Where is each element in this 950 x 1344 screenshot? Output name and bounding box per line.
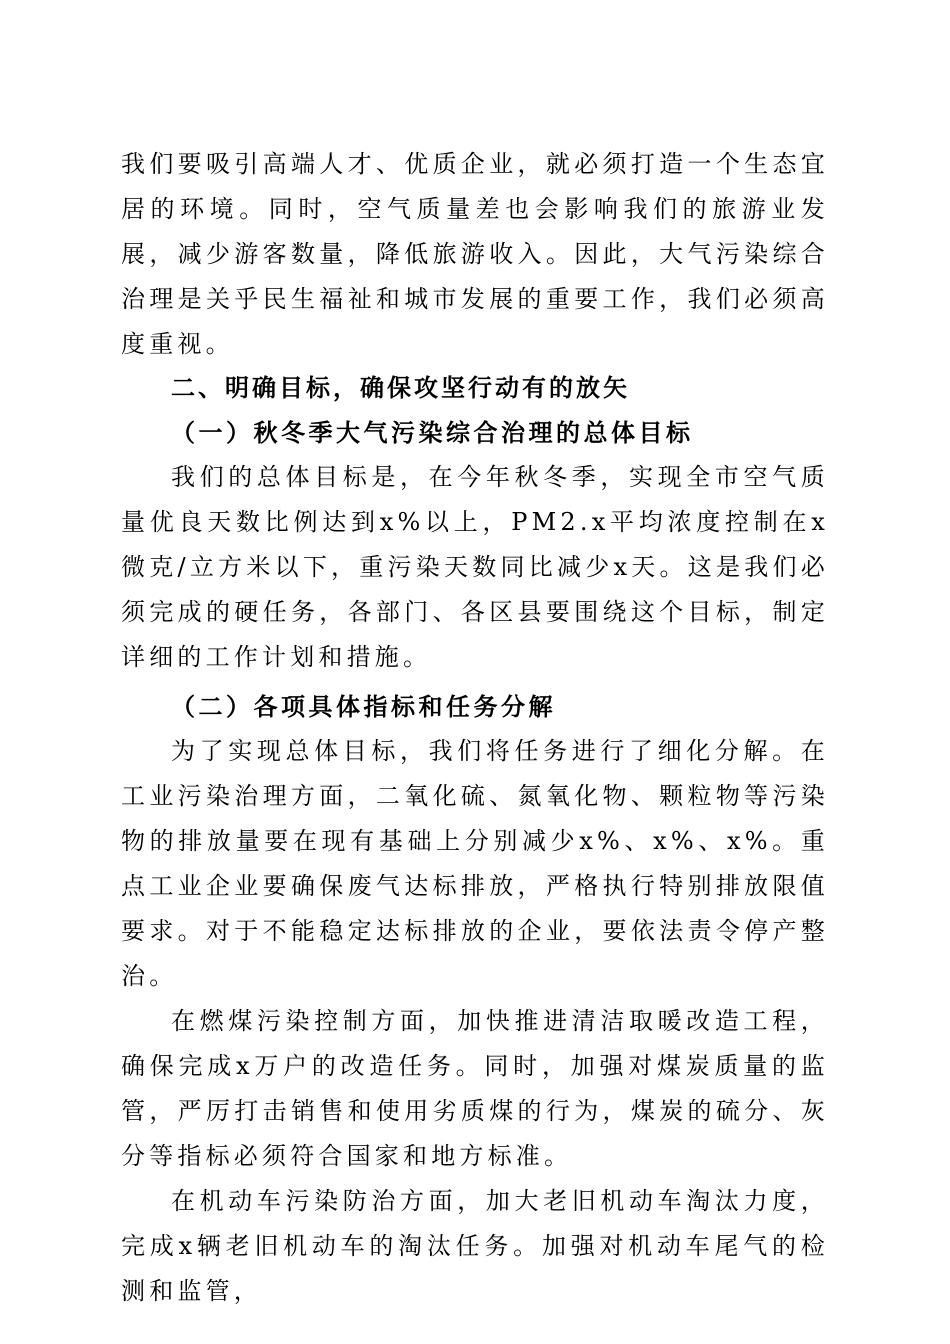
subsection-heading-task-breakdown: （二）各项具体指标和任务分解 xyxy=(171,692,556,721)
paragraph-overall-goal: 我们的总体目标是，在今年秋冬季，实现全市空气质量优良天数比例达到x%以上，PM2.x平均浓度控制在x微克/立方米以下，重污染天数同比减少x天。这是我们必须完成的硬任务，各部门、各区县要围绕这个目标，制定详细的工作计划和措施。 xyxy=(121,463,829,671)
document-body xyxy=(121,142,829,1314)
paragraph-industrial-pollution: 为了实现总体目标，我们将任务进行了细化分解。在工业污染治理方面，二氧化硫、氮氧化物、颗粒物等污染物的排放量要在现有基础上分别减少x%、x%、x%。重点工业企业要确保废气达标排放，严格执行特别排放限值要求。对于不能稳定达标排放的企业，要依法责令停产整治。 xyxy=(121,737,829,990)
paragraph-living-environment: 我们要吸引高端人才、优质企业，就必须打造一个生态宜居的环境。同时，空气质量差也会影响我们的旅游业发展，减少游客数量，降低旅游收入。因此，大气污染综合治理是关乎民生福祉和城市发展的重要工作，我们必须高度重视。 xyxy=(121,150,829,358)
paragraph-coal-pollution: 在燃煤污染控制方面，加快推进清洁取暖改造工程，确保完成x万户的改造任务。同时，加强对煤炭质量的监管，严厉打击销售和使用劣质煤的行为，煤炭的硫分、灰分等指标必须符合国家和地方标准。 xyxy=(121,1007,829,1170)
subsection-heading-overall-goal: （一）秋冬季大气污染综合治理的总体目标 xyxy=(171,418,694,447)
section-heading-goals: 二、明确目标，确保攻坚行动有的放矢 xyxy=(171,374,630,402)
paragraph-vehicle-pollution: 在机动车污染防治方面，加大老旧机动车淘汰力度，完成x辆老旧机动车的淘汰任务。加强对机动车尾气的检测和监管， xyxy=(121,1187,829,1305)
